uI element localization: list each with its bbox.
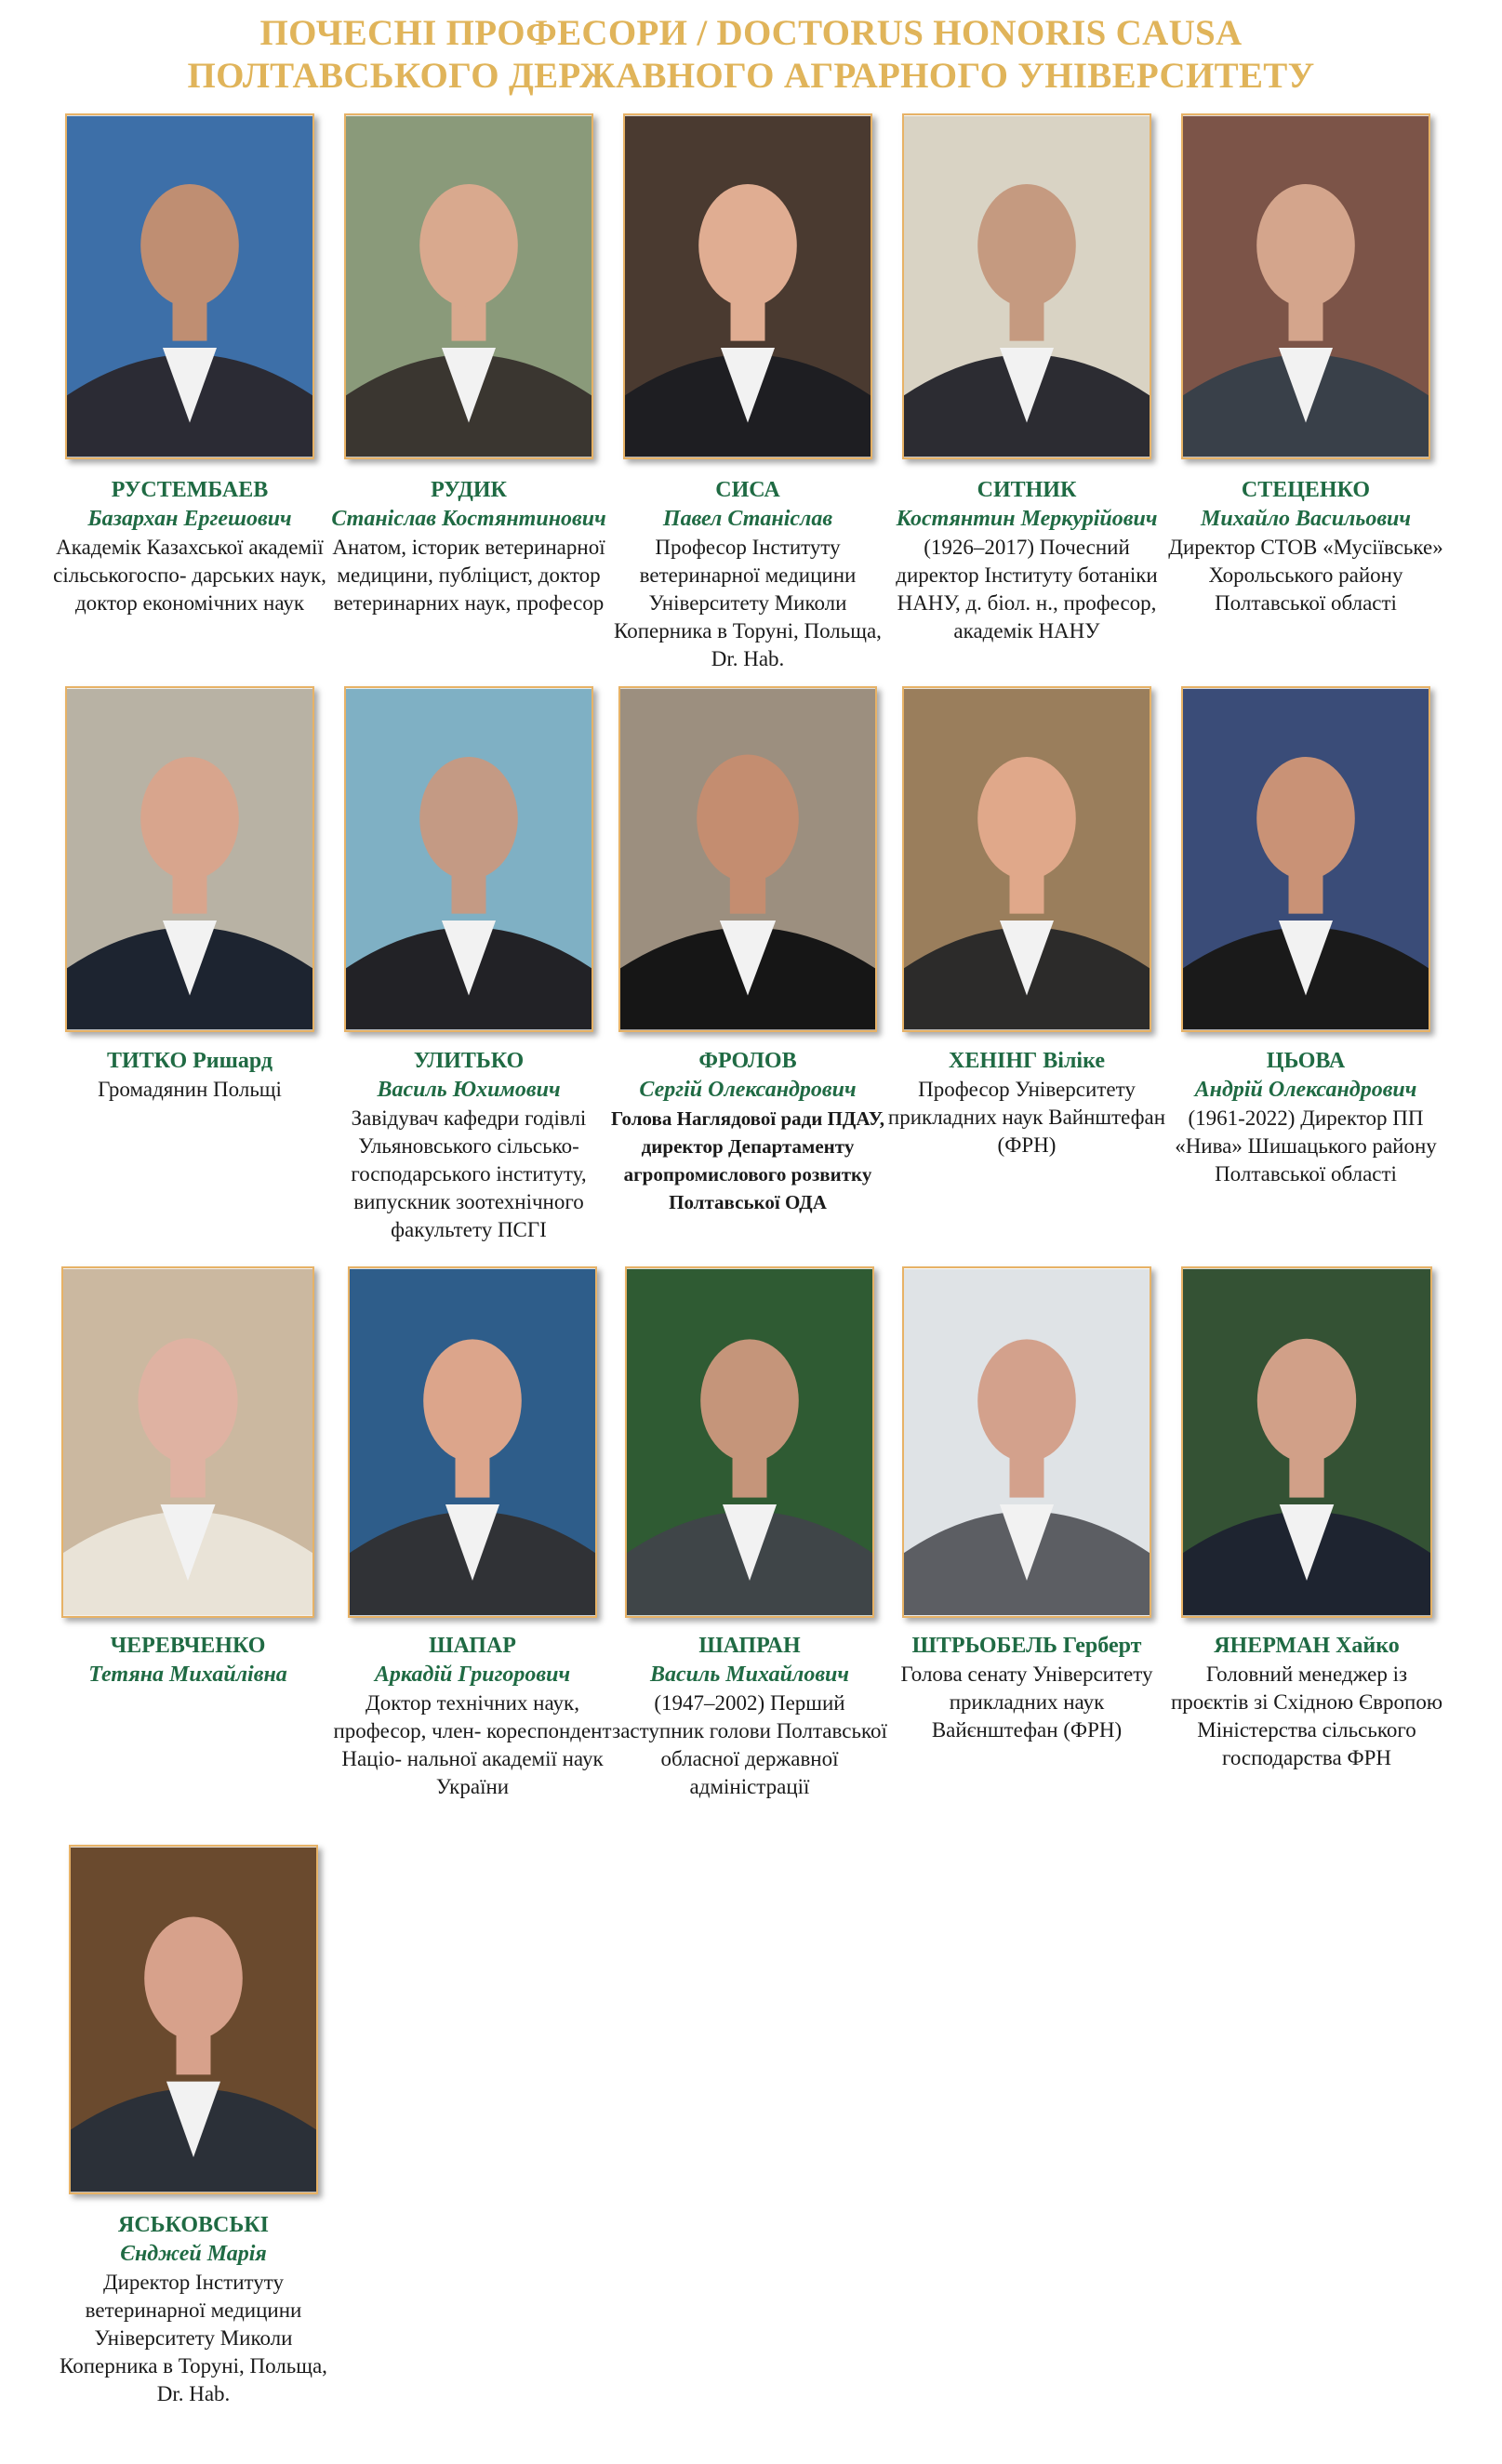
professor-caption [329,476,608,617]
professor-surname: ШАПРАН [698,1634,801,1658]
professor-caption [610,1632,889,1801]
professor-description: Головний менеджер із проєктів зі Східною Європою Міністерства сільського господарства ФРН [1170,1663,1443,1769]
professor-surname: ЯНЕРМАН Хайко [1214,1634,1400,1658]
professor-description: Доктор технічних наук, професор, член- кореспондент Націо- нальної академії наук України [333,1691,612,1798]
portrait-photo [902,1266,1151,1618]
professor-caption [48,1632,327,1689]
professor-caption [1166,476,1445,617]
professor-description: (1926–2017) Почесний директор Інституту ботаніки НАНУ, д. біол. н., професор, академік НАНУ [896,536,1158,642]
professor-surname: УЛИТЬКО [413,1049,525,1073]
portrait-photo [902,113,1151,459]
professor-given-name: Базархан Ергешович [87,507,292,531]
professor-description: (1947–2002) Перший заступник голови Полтавської обласної державної адміністрації [612,1691,887,1798]
professor-description: Голова сенату Університету прикладних наук Вайєнштефан (ФРН) [900,1663,1153,1742]
professor-surname: ЧЕРЕВЧЕНКО [110,1634,266,1658]
professor-given-name: Василь Юхимович [377,1078,561,1102]
professor-surname: ЦЬОВА [1266,1049,1346,1073]
portrait-photo [65,686,314,1032]
professor-caption [333,1632,612,1801]
professor-description: Громадянин Польщі [98,1078,282,1101]
professor-given-name: Станіслав Костянтинович [331,507,606,531]
professor-description: Голова Наглядової ради ПДАУ, директор Департаменту агропромислового розвитку Полтавської ОДА [611,1107,884,1213]
professor-caption [50,476,329,617]
portrait-photo [618,686,877,1032]
portrait-photo [344,113,593,459]
professor-surname: ТИТКО Ришард [106,1049,273,1073]
portrait-photo [65,113,314,459]
professor-given-name: Тетяна Михайлівна [88,1663,287,1687]
professor-surname: СИСА [715,478,780,502]
professor-given-name: Андрій Олександрович [1194,1078,1417,1102]
professor-surname: РУСТЕМБАЕВ [111,478,269,502]
portrait-photo [1181,1266,1432,1618]
professor-description: Професор Університету прикладних наук Вайнштефан (ФРН) [887,1078,1166,1157]
professor-caption [1167,1632,1446,1772]
portrait-photo [1181,113,1430,459]
professor-description: Професор Інституту ветеринарної медицини Університету Миколи Коперника в Торуні, Польща, Dr. Hab. [614,536,882,670]
professor-caption [608,476,887,673]
portrait-photo [625,1266,874,1618]
professor-given-name: Павел Станіслав [662,507,833,531]
professor-given-name: Сергій Олександрович [639,1078,857,1102]
professor-given-name: Василь Михайлович [650,1663,849,1687]
professor-surname: СТЕЦЕНКО [1241,478,1371,502]
professor-given-name: Михайло Васильович [1201,507,1411,531]
portrait-photo [348,1266,597,1618]
professor-description: Завідувач кафедри годівлі Ульяновського сільсько- господарського інституту, випускник зоотехнічного факультету ПСГІ [351,1106,587,1241]
portrait-photo [1181,686,1430,1032]
professor-description: (1961-2022) Директор ПП «Нива» Шишацького району Полтавської області [1175,1106,1437,1186]
portrait-photo [344,686,593,1032]
portrait-photo [61,1266,314,1618]
professor-surname: РУДИК [431,478,507,502]
professor-description: Академік Казахської академії сільськогоспо- дарських наук, доктор економічних наук [53,536,326,615]
portrait-photo [69,1845,318,2194]
professor-surname: СИТНИК [977,478,1077,502]
professor-caption [329,1047,608,1244]
portrait-photo [623,113,872,459]
portrait-photo [902,686,1151,1032]
page-title-line-2: ПОЛТАВСЬКОГО ДЕРЖАВНОГО АГРАРНОГО УНІВЕРСИТЕТУ [187,56,1315,96]
professor-given-name: Аркадій Григорович [374,1663,571,1687]
professor-description: Анатом, історик ветеринарної медицини, публіцист, доктор ветеринарних наук, професор [332,536,605,615]
professor-description: Директор Інституту ветеринарної медицини Університету Миколи Коперника в Торуні, Польща, Dr. Hab. [60,2271,327,2405]
page-title-line-1: ПОЧЕСНІ ПРОФЕСОРИ / DOCTORUS HONORIS CAUSA [259,13,1243,53]
professor-caption [608,1047,887,1216]
professor-surname: ЯСЬКОВСЬКІ [118,2213,269,2237]
professor-caption [50,1047,329,1104]
professor-caption [887,476,1166,645]
professor-given-name: Костянтин Меркурійович [896,507,1158,531]
professor-caption [1166,1047,1445,1188]
professor-surname: ШАПАР [429,1634,516,1658]
professor-caption [887,1632,1166,1744]
professor-given-name: Єнджей Марія [120,2242,267,2266]
professor-surname: ХЕНІНГ Віліке [949,1049,1105,1073]
professor-caption [54,2211,333,2408]
professor-surname: ФРОЛОВ [698,1049,797,1073]
professor-description: Директор СТОВ «Мусіївське» Хорольського району Полтавської області [1168,536,1443,615]
professor-surname: ШТРЬОБЕЛЬ Герберт [911,1634,1142,1658]
professor-caption [887,1047,1166,1159]
